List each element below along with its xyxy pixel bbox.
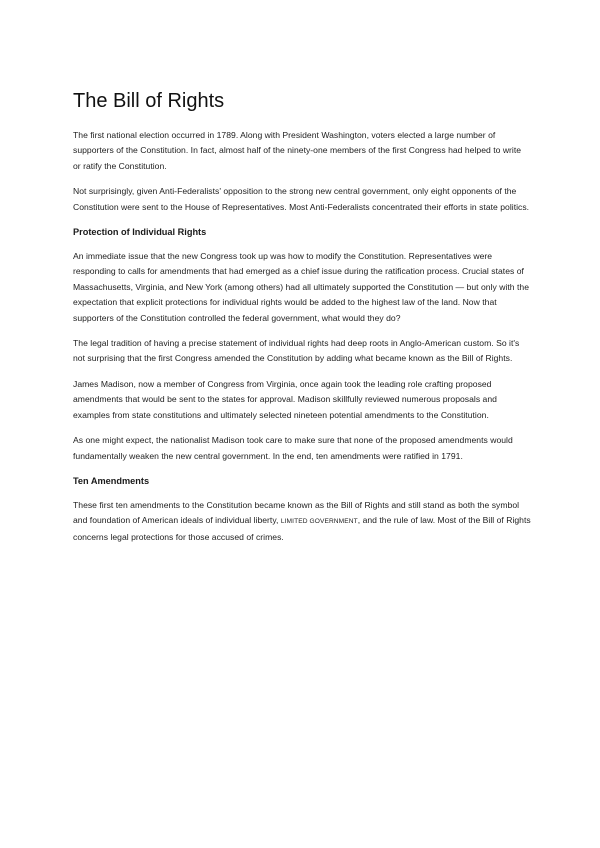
- individual-rights-paragraph-3: James Madison, now a member of Congress from Virginia, once again took the leading role crafting proposed amendments that would be sent to the states for approval. Madison skillfully reviewed numerous proposals and examples from state constitutions and ultimately selected nineteen potential amendments to the Constitution.: [73, 378, 497, 420]
- individual-rights-paragraph-2: The legal tradition of having a precise statement of individual rights had deep roots in Anglo-American custom. So it's not surprising that the first Congress amended the Constitution by adding what became known as the Bill of Rights.: [73, 338, 520, 364]
- ten-amendments-text-end: , and the rule of law. Most of the Bill of Rights concerns legal protections for those accused of crimes.: [73, 515, 531, 542]
- intro-paragraph-2: Not surprisingly, given Anti-Federalists' opposition to the strong new central government, only eight opponents of the Constitution were sent to the House of Representatives. Most Anti-Federalists concentrated their efforts in state politics.: [73, 186, 530, 212]
- section-heading-individual-rights: Protection of Individual Rights: [73, 227, 207, 238]
- page-title: The Bill of Rights: [73, 90, 225, 112]
- section-heading-ten-amendments: Ten Amendments: [73, 475, 150, 486]
- ten-amendments-paragraph: [73, 498, 531, 545]
- individual-rights-paragraph-4: As one might expect, the nationalist Madison took care to make sure that none of the proposed amendments would fundamentally weaken the new central government. In the end, ten amendments were ratified in 1791.: [73, 435, 513, 461]
- intro-paragraph-1: The first national election occurred in 1789. Along with President Washington, voters elected a large number of supporters of the Constitution. In fact, almost half of the ninety-one members of the first Congress had helped to write or ratify the Constitution.: [73, 130, 522, 171]
- document-page: [73, 88, 531, 555]
- limited-government-term: LIMITED GOVERNMENT: [280, 518, 358, 526]
- ten-amendments-text-start: These first ten amendments to the Constitution became known as the Bill of Rights and still stand as both the symbol and foundation of American ideals of individual liberty,: [73, 499, 520, 526]
- individual-rights-paragraph-1: An immediate issue that the new Congress took up was how to modify the Constitution. Representatives were responding to calls for amendments that had emerged as a chief issue during the ratification process. Crucial states of Massachusetts, Virginia, and New York (among others) had all ultimately supported the Constitution — but only with the expectation that explicit protections for individual rights would be added to the highest law of the land. Now that supporters of the Constitution controlled the federal government, what would they do?: [73, 251, 530, 323]
